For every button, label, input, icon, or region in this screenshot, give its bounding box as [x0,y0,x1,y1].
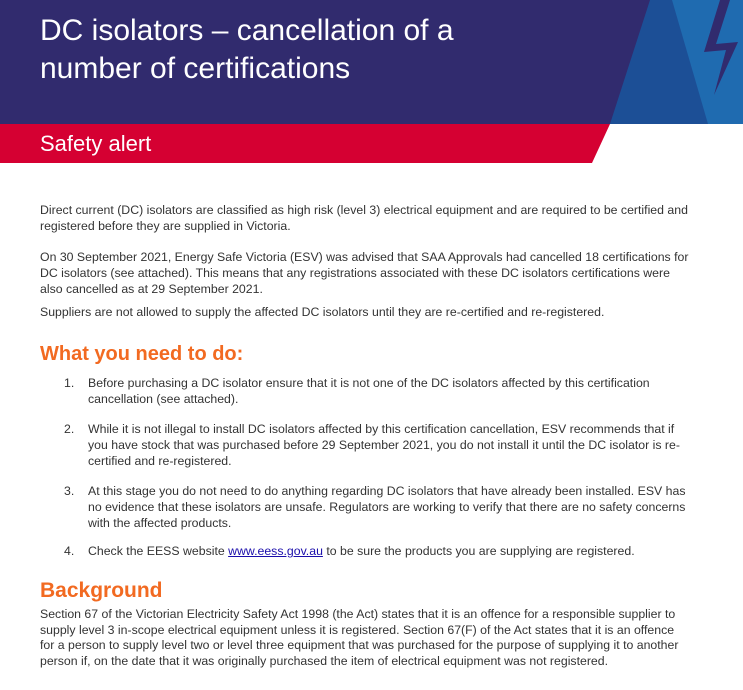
eess-website-link[interactable]: www.eess.gov.au [228,544,323,558]
intro-paragraph: Direct current (DC) isolators are classified as high risk (level 3) electrical equipment and are required to be certified and registered before they are supplied in Victoria. [40,203,688,233]
section-heading-what: What you need to do: [40,343,244,365]
list-number: 4. [64,544,75,558]
list-number: 2. [64,422,75,436]
list-text: Before purchasing a DC isolator ensure that it is not one of the DC isolators affected by this certification cancellation (see attached). [88,376,650,406]
intro-paragraph: On 30 September 2021, Energy Safe Victoria (ESV) was advised that SAA Approvals had cancelled 18 certifications for DC isolators (see attached). This means that any registrations associated with these DC isolators certifications were also cancelled as at 29 September 2021. [40,250,689,296]
list-text: While it is not illegal to install DC isolators affected by this certification cancellation, ESV recommends that if you have stock that was purchased before 29 September 2021, you do not install it until the DC isolator is re-certified and re-registered. [88,422,680,468]
list-number: 3. [64,484,75,498]
section-heading-background: Background [40,579,163,602]
list-text: At this stage you do not need to do anything regarding DC isolators that have already been installed. ESV has no evidence that these isolators are unsafe. Regulators are working to verify that there are no safety concerns with the affected products. [88,484,686,530]
intro-paragraph: Suppliers are not allowed to supply the affected DC isolators until they are re-certified and re-registered. [40,305,605,319]
page-subtitle: Safety alert [40,131,152,156]
list-text: Check the EESS website [88,544,229,558]
list-item [64,375,694,407]
list-item [64,543,694,559]
list-number: 1. [64,376,75,390]
background-paragraph: Section 67 of the Victorian Electricity Safety Act 1998 (the Act) states that it is an offence for a responsible supplier to supply level 3 in-scope electrical equipment unless it is registered. Section 67(F) of the Act states that it is an offence for a person to supply level two or level three equipment that was purchased for the purpose of supplying it to another person if, on the date that it was originally purchased the item of electrical equipment was not registered. [40,607,679,668]
page-title: DC isolators – cancellation of a number of certifications [40,14,454,85]
list-item [64,421,694,469]
header-banner [0,0,743,163]
list-item [64,483,694,531]
list-text: to be sure the products you are supplying are registered. [322,544,635,558]
